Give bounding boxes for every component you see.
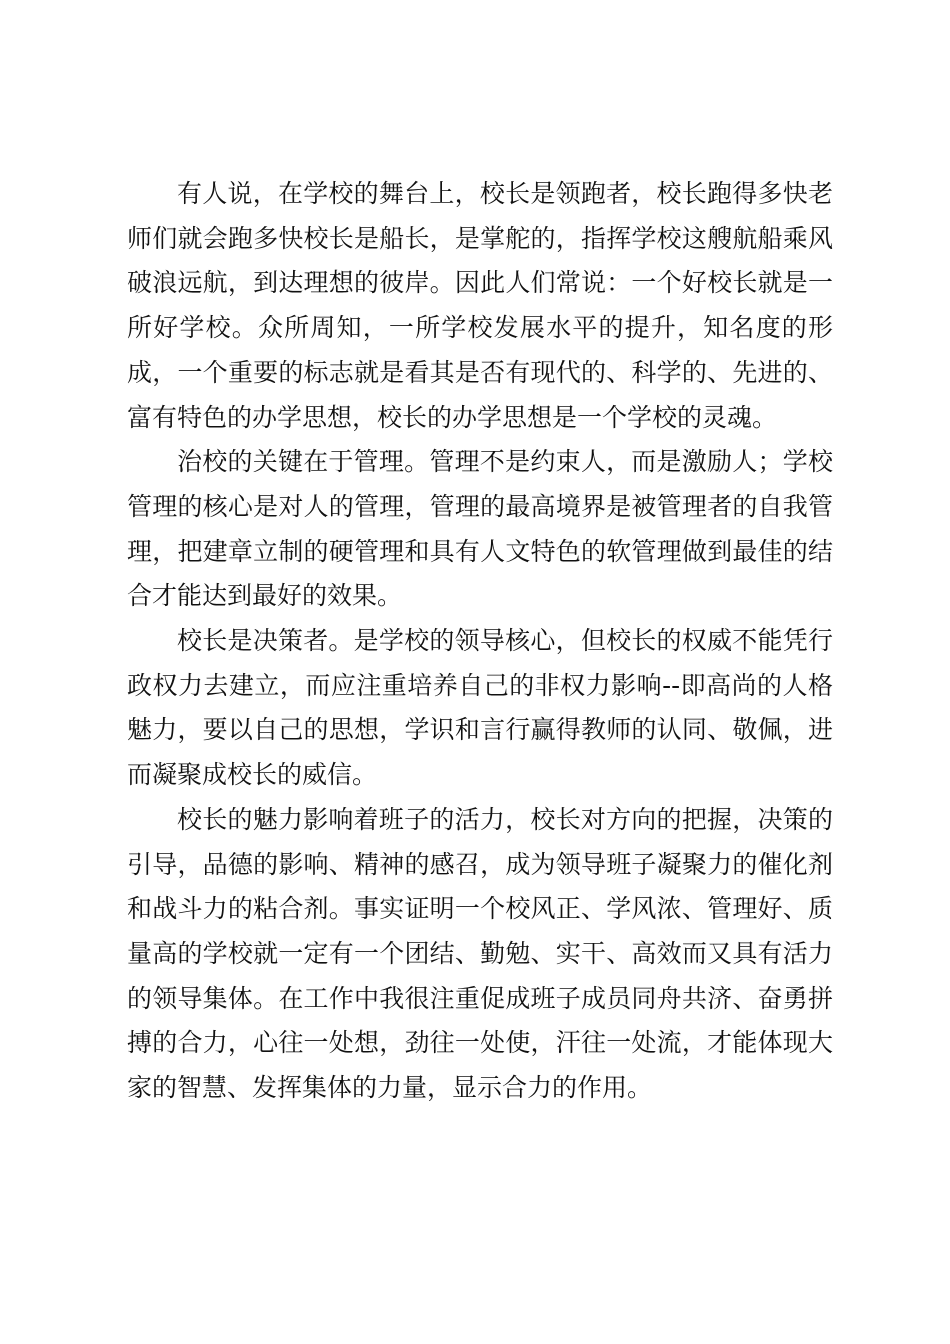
- paragraph-principal-leader: 有人说，在学校的舞台上，校长是领跑者，校长跑得多快老师们就会跑多快校长是船长，是掌舵的，指挥学校这艘航船乘风破浪远航，到达理想的彼岸。因此人们常说：一个好校长就是一所好学校。众所周知，一所学校发展水平的提升，知名度的形成，一个重要的标志就是看其是否有现代的、科学的、先进的、富有特色的办学思想，校长的办学思想是一个学校的灵魂。: [127, 179, 833, 432]
- paragraph-team-charisma: 校长的魅力影响着班子的活力，校长对方向的把握，决策的引导，品德的影响、精神的感召，成为领导班子凝聚力的催化剂和战斗力的粘合剂。事实证明一个校风正、学风浓、管理好、质量高的学校就一定有一个团结、勤勉、实干、高效而又具有活力的领导集体。在工作中我很注重促成班子成员同舟共济、奋勇拼搏的合力，心往一处想，劲往一处使，汗往一处流，才能体现大家的智慧、发挥集体的力量，显示合力的作用。: [127, 804, 833, 1103]
- document-body: [127, 172, 833, 1111]
- paragraph-decision-maker: 校长是决策者。是学校的领导核心，但校长的权威不能凭行政权力去建立，而应注重培养自己的非权力影响--即高尚的人格魅力，要以自己的思想，学识和言行赢得教师的认同、敬佩，进而凝聚成校长的威信。: [127, 626, 833, 790]
- paragraph-management: 治校的关键在于管理。管理不是约束人，而是激励人；学校管理的核心是对人的管理，管理的最高境界是被管理者的自我管理，把建章立制的硬管理和具有人文特色的软管理做到最佳的结合才能达到最好的效果。: [127, 447, 833, 611]
